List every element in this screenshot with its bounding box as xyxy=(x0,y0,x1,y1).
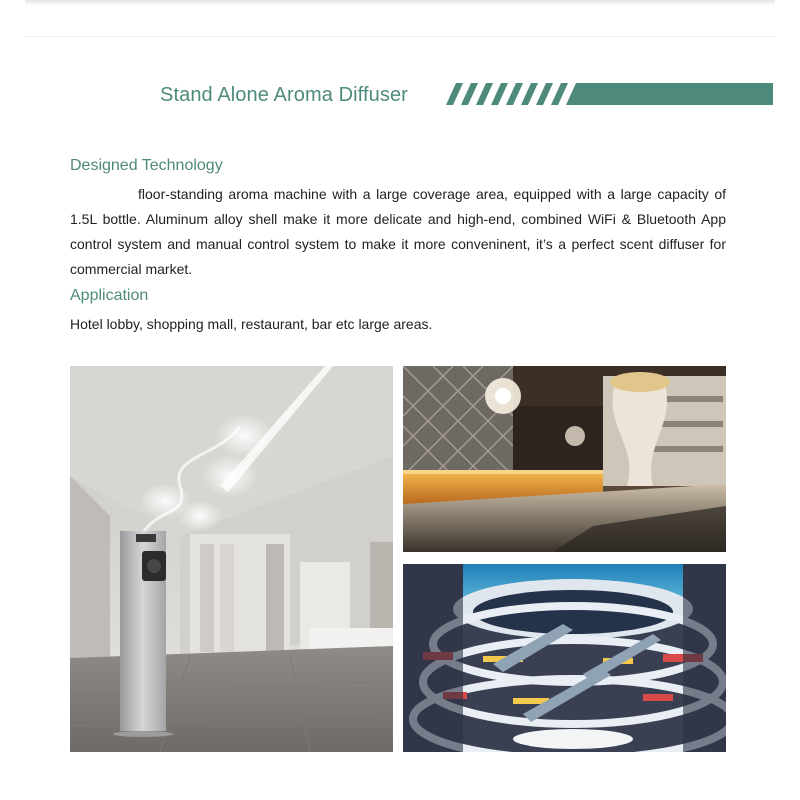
application-heading: Application xyxy=(70,287,149,304)
title-accent-bar xyxy=(566,83,773,105)
hotel-lobby-photo xyxy=(403,366,726,552)
title-stripe-decoration xyxy=(446,83,576,105)
top-shadow-rule xyxy=(25,0,775,6)
shopping-mall-photo xyxy=(403,564,726,752)
diffuser-in-lobby-photo xyxy=(70,366,393,752)
designed-technology-heading: Designed Technology xyxy=(70,157,223,174)
top-divider xyxy=(25,36,775,37)
application-text: Hotel lobby, shopping mall, restaurant, bar etc large areas. xyxy=(70,316,433,332)
page-title: Stand Alone Aroma Diffuser xyxy=(160,84,408,106)
designed-technology-text: floor-standing aroma machine with a large coverage area, equipped with a large capacity of 1.5L bottle. Aluminum alloy shell make it more delicate and high-end, combined WiFi & Bluetooth App control system and manual control system to make it more conveninent, it’s a perfect scent diffuser for commercial market. xyxy=(70,186,726,277)
